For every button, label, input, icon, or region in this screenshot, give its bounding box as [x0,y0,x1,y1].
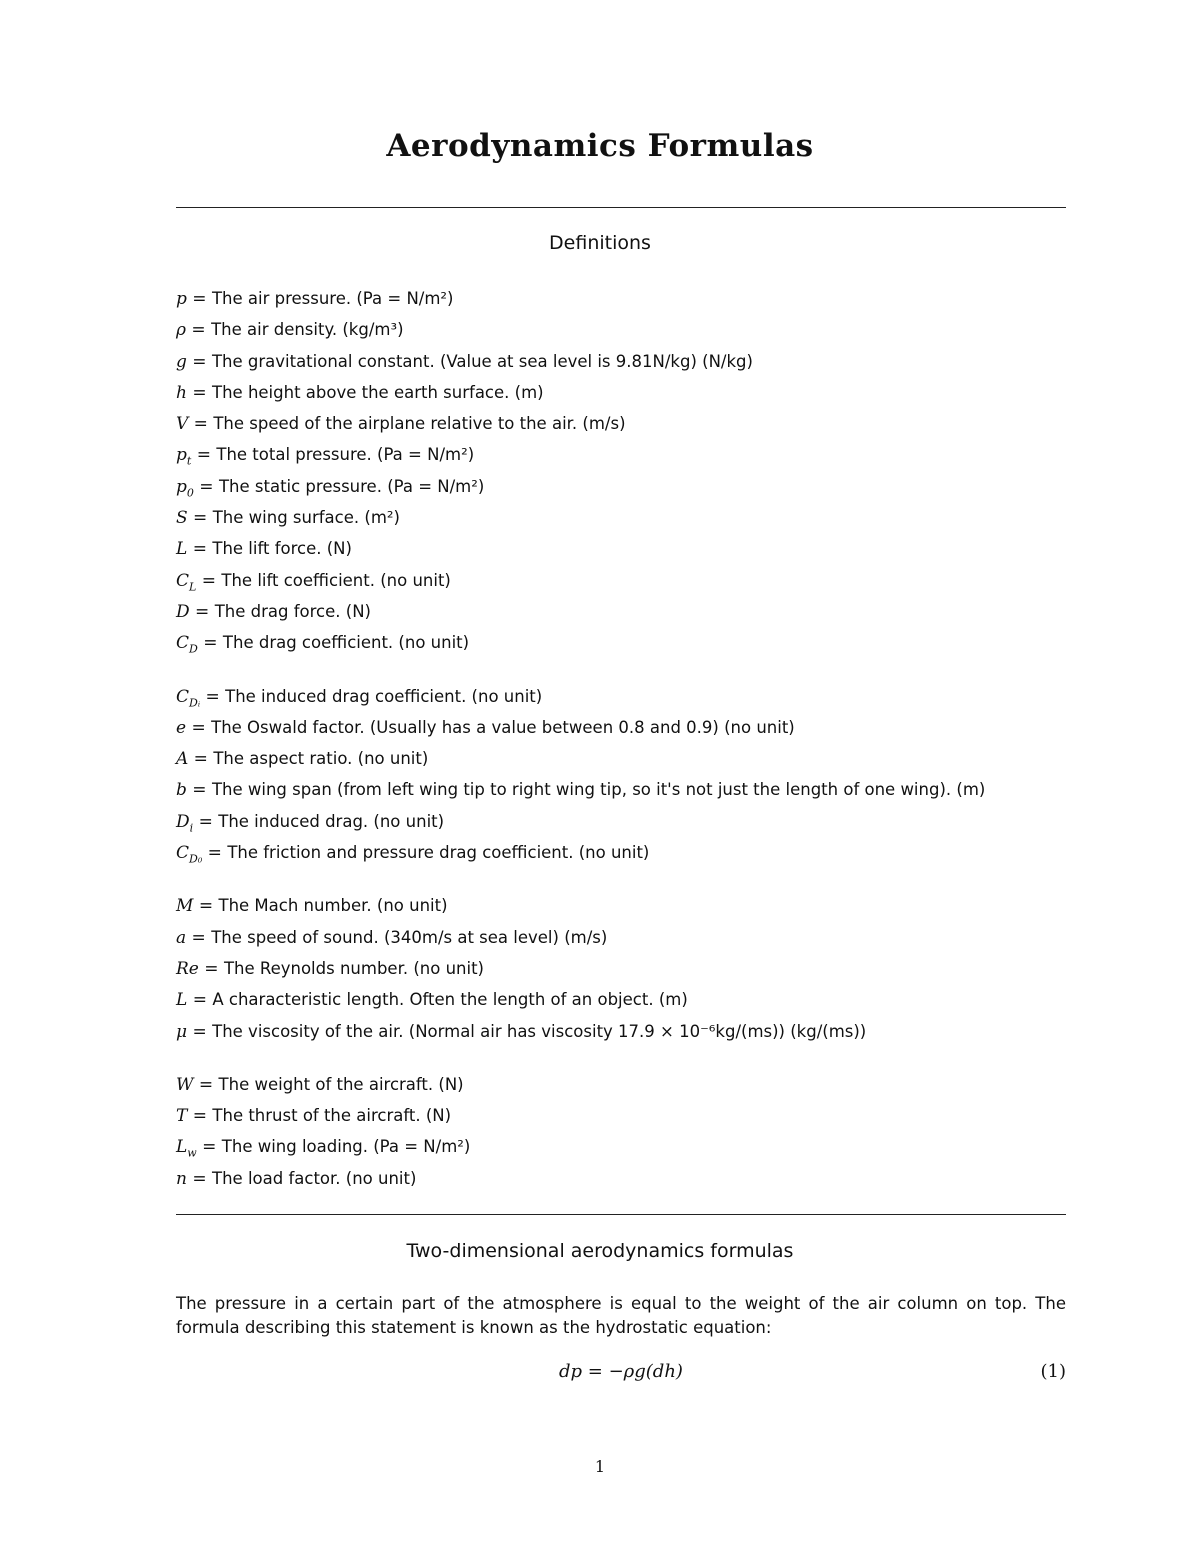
definition-description: The Oswald factor. (Usually has a value between 0.8 and 0.9) (no unit) [211,717,795,737]
equals-sign: = [193,811,219,832]
equals-sign: = [196,570,222,591]
definition-description: The speed of sound. (340m/s at sea level) (m/s) [211,927,608,947]
symbol-base: L [176,539,188,560]
equals-sign: = [186,1168,213,1189]
symbol-subscript: L [189,580,197,594]
definition-symbol [176,896,193,916]
symbol-base: n [176,1168,187,1189]
definition-description: The total pressure. (Pa = N/m²) [216,445,475,465]
definition-item [176,439,1066,470]
equals-sign: = [187,1106,213,1127]
definition-symbol [176,539,187,559]
definition-symbol [176,990,187,1010]
definition-symbol [176,1137,197,1160]
definition-description: The Reynolds number. (no unit) [223,958,484,978]
definition-symbol [176,352,187,372]
symbol-base: μ [176,1021,188,1042]
definition-item [176,565,1066,596]
definition-item [176,346,1066,377]
definition-description: The drag coefficient. (no unit) [222,633,470,653]
definition-description: The thrust of the aircraft. (N) [212,1106,452,1126]
equals-sign: = [202,843,228,864]
section-rule [176,1214,1066,1215]
definition-item [176,1069,1066,1100]
definition-description: The wing surface. (m²) [212,508,400,528]
definition-item [176,837,1066,868]
symbol-base: C [176,570,190,591]
symbol-subscript: D₀ [189,852,203,866]
definitions-list [176,283,1066,1194]
definition-item [176,283,1066,314]
definition-item [176,712,1066,743]
symbol-subscript: t [186,454,192,468]
definition-description: The weight of the aircraft. (N) [218,1074,464,1094]
definition-symbol [176,687,200,707]
symbol-base: L [176,990,188,1011]
symbol-base: M [176,896,194,917]
definition-item [176,377,1066,408]
definition-description: The gravitational constant. (Value at sea level is 9.81N/kg) (N/kg) [211,351,753,371]
equals-sign: = [193,896,219,917]
hydrostatic-equation: dp = −ρg(dh) [559,1361,683,1382]
definition-symbol [176,959,199,979]
document-title: Aerodynamics Formulas [386,128,814,164]
symbol-base: p [176,445,187,466]
definition-description: The lift coefficient. (no unit) [221,570,451,590]
definition-symbol [176,633,198,656]
definition-symbol [176,383,187,403]
equals-sign: = [187,508,213,529]
definition-symbol [176,843,203,866]
equals-sign: = [186,927,212,948]
symbol-base: h [176,382,187,403]
hydrostatic-paragraph: The pressure in a certain part of the atmosphere is equal to the weight of the air column on top. The formula describing this statement is known as the hydrostatic equation: [176,1294,1066,1337]
definition-item [176,408,1066,439]
definition-item [176,596,1066,627]
definition-description: The friction and pressure drag coefficient. (no unit) [227,843,650,863]
definition-description: The induced drag coefficient. (no unit) [225,686,543,706]
equals-sign: = [191,445,217,466]
equals-sign: = [186,289,212,309]
definition-description: The viscosity of the air. (Normal air has viscosity 17.9 × 10⁻⁶kg/(ms)) (kg/(ms)) [212,1021,867,1041]
equals-sign: = [186,780,212,801]
definition-description: The drag force. (N) [214,601,371,621]
definition-symbol [176,602,190,622]
symbol-base: C [176,633,190,654]
definition-description: The induced drag. (no unit) [218,811,445,831]
definition-symbol [176,289,187,309]
symbol-base: g [176,351,187,372]
symbol-subscript: 0 [186,486,194,500]
definition-description: The air density. (kg/m³) [211,320,404,340]
symbol-base: p [176,289,187,309]
definition-symbol [176,1075,193,1095]
definition-item [176,953,1066,984]
top-rule [176,207,1066,208]
definition-description: The static pressure. (Pa = N/m²) [218,476,485,496]
definition-description: The wing span (from left wing tip to right wing tip, so it's not just the length of one wing). (m) [211,780,986,800]
symbol-base: D [176,601,190,622]
definition-symbol [176,1106,187,1126]
definition-description: The height above the earth surface. (m) [212,382,544,402]
symbol-base: e [176,717,187,738]
equals-sign: = [193,476,219,497]
symbol-base: b [176,780,187,801]
definition-item [176,806,1066,837]
symbol-subscript: w [187,1146,197,1160]
definition-description: The load factor. (no unit) [212,1168,417,1188]
definition-description: The Mach number. (no unit) [218,896,448,916]
symbol-subscript: D [189,642,198,656]
definitions-heading: Definitions [549,232,651,254]
equals-sign: = [196,1137,222,1158]
equation-number: (1) [1040,1361,1066,1382]
definition-symbol [176,749,188,769]
equation-row [176,1358,1066,1386]
equals-sign: = [186,717,212,738]
symbol-base: D [176,811,190,832]
definition-item [176,1131,1066,1162]
symbol-base: A [176,749,189,770]
symbol-base: Re [176,958,199,979]
definition-item [176,533,1066,564]
definition-item [176,922,1066,953]
symbol-base: C [176,686,190,707]
definition-description: The aspect ratio. (no unit) [213,749,429,769]
definition-item [176,681,1066,712]
equals-sign: = [188,749,214,770]
definition-item [176,627,1066,658]
definition-item [176,890,1066,921]
definition-description: A characteristic length. Often the length of an object. (m) [212,990,688,1010]
definition-item [176,1016,1066,1047]
definition-item [176,774,1066,805]
definition-item [176,743,1066,774]
symbol-base: T [176,1106,188,1127]
definition-description: The lift force. (N) [212,539,352,559]
symbol-base: p [176,476,187,497]
definition-symbol [176,1022,187,1042]
equals-sign: = [188,414,214,435]
symbol-base: S [176,508,188,529]
symbol-base: V [176,414,189,435]
symbol-subscript: i [189,821,194,835]
definition-description: The air pressure. (Pa = N/m²) [211,289,454,308]
equals-sign: = [186,320,212,341]
definition-symbol [176,718,186,738]
definition-symbol [176,1169,187,1189]
symbol-base: L [176,1137,188,1158]
definition-symbol [176,445,192,468]
equals-sign: = [186,351,212,372]
definition-description: The wing loading. (Pa = N/m²) [221,1137,471,1157]
symbol-base: ρ [176,320,186,341]
equals-sign: = [198,958,224,979]
definition-description: The speed of the airplane relative to the air. (m/s) [213,414,626,434]
definition-item [176,471,1066,502]
symbol-subscript: Dᵢ [189,695,201,709]
symbol-base: W [176,1074,194,1095]
symbol-base: a [176,927,187,948]
equals-sign: = [187,1021,213,1042]
equals-sign: = [186,382,213,403]
equals-sign: = [189,601,215,622]
two-dimensional-heading: Two-dimensional aerodynamics formulas [406,1240,794,1262]
equals-sign: = [187,539,213,560]
definition-symbol [176,570,197,594]
definition-item [176,502,1066,533]
definition-item [176,1100,1066,1131]
equals-sign: = [193,1074,219,1095]
equals-sign: = [197,633,223,654]
definition-symbol [176,320,186,340]
page-number: 1 [594,1457,606,1476]
definition-item [176,314,1066,345]
definition-symbol [176,476,194,500]
definition-symbol [176,811,194,835]
definition-symbol [176,508,188,528]
definition-item [176,1163,1066,1194]
definition-symbol [176,928,186,948]
definition-item [176,984,1066,1015]
equals-sign: = [200,686,226,707]
definition-symbol [176,414,188,434]
symbol-base: C [176,843,190,864]
definition-symbol [176,780,187,800]
equals-sign: = [187,990,213,1011]
